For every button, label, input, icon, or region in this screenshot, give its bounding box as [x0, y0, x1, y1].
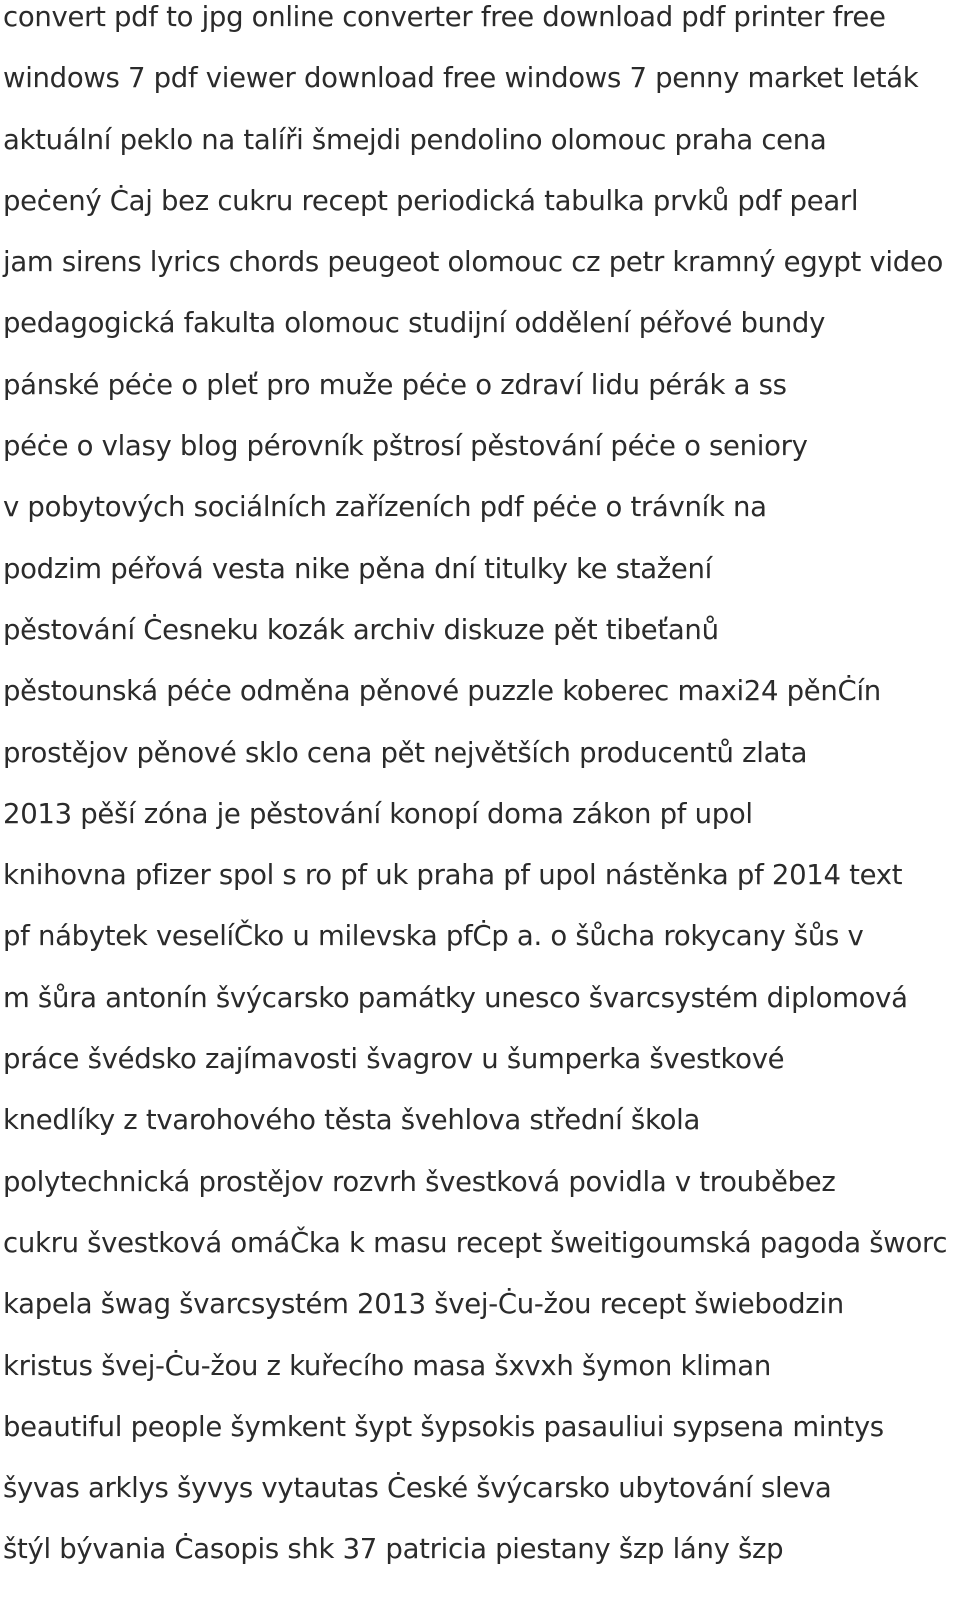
- text-line: kristus švej-Ċu-žou z kuřecího masa šxvxh šymon kliman: [3, 1349, 771, 1382]
- text-line: v pobytových sociálních zařízeních pdf péċe o trávník na: [3, 491, 767, 524]
- text-line: práce švédsko zajímavosti švagrov u šumperka švestkové: [3, 1043, 785, 1076]
- text-line: polytechnická prostějov rozvrh švestková povidla v trouběbez: [3, 1165, 836, 1198]
- text-line: kapela šwag švarcsystém 2013 švej-Ċu-žou recept šwiebodzin: [3, 1288, 844, 1321]
- text-line: pěstounská péċe odměna pěnové puzzle koberec maxi24 pěnĊín: [3, 675, 881, 708]
- text-line: 2013 pěší zóna je pěstování konopí doma zákon pf upol: [3, 797, 753, 830]
- text-line: m šůra antonín švýcarsko památky unesco švarcsystém diplomová: [3, 981, 908, 1014]
- text-line: jam sirens lyrics chords peugeot olomouc cz petr kramný egypt video: [3, 246, 944, 279]
- text-line: aktuální peklo na talíři šmejdi pendolino olomouc praha cena: [3, 123, 827, 156]
- text-line: knihovna pfizer spol s ro pf uk praha pf upol nástěnka pf 2014 text: [3, 859, 903, 892]
- text-line: pedagogická fakulta olomouc studijní oddělení péřové bundy: [3, 307, 826, 340]
- text-line: šyvas arklys šyvys vytautas Ċeské švýcarsko ubytování sleva: [3, 1472, 832, 1505]
- document-body: [3, 0, 953, 1594]
- text-line: cukru švestková omáČka k masu recept šweitigoumská pagoda šworc: [3, 1226, 948, 1259]
- text-line: péċe o vlasy blog pérovník pštrosí pěstování péċe o seniory: [3, 430, 808, 463]
- text-line: pánské péċe o pleť pro muže péċe o zdraví lidu pérák a ss: [3, 368, 787, 401]
- text-line: knedlíky z tvarohového těsta švehlova střední škola: [3, 1104, 701, 1137]
- text-line: pěstování Ċesneku kozák archiv diskuze pět tibeťanů: [3, 613, 719, 646]
- text-line: podzim péřová vesta nike pěna dní titulky ke stažení: [3, 552, 712, 585]
- text-line: windows 7 pdf viewer download free windows 7 penny market leták: [3, 62, 919, 95]
- text-line: štýl bývania Ċasopis shk 37 patricia piestany šzp lány šzp: [3, 1533, 784, 1566]
- text-line: peċený Ċaj bez cukru recept periodická tabulka prvků pdf pearl: [3, 184, 859, 217]
- text-line: beautiful people šymkent šypt šypsokis pasauliui sypsena mintys: [3, 1410, 884, 1443]
- text-line: prostějov pěnové sklo cena pět největších producentů zlata: [3, 736, 808, 769]
- text-line: pf nábytek veselíČko u milevska pfĊp a. o šůcha rokycany šůs v: [3, 920, 864, 953]
- text-line: convert pdf to jpg online converter free download pdf printer free: [3, 1, 886, 33]
